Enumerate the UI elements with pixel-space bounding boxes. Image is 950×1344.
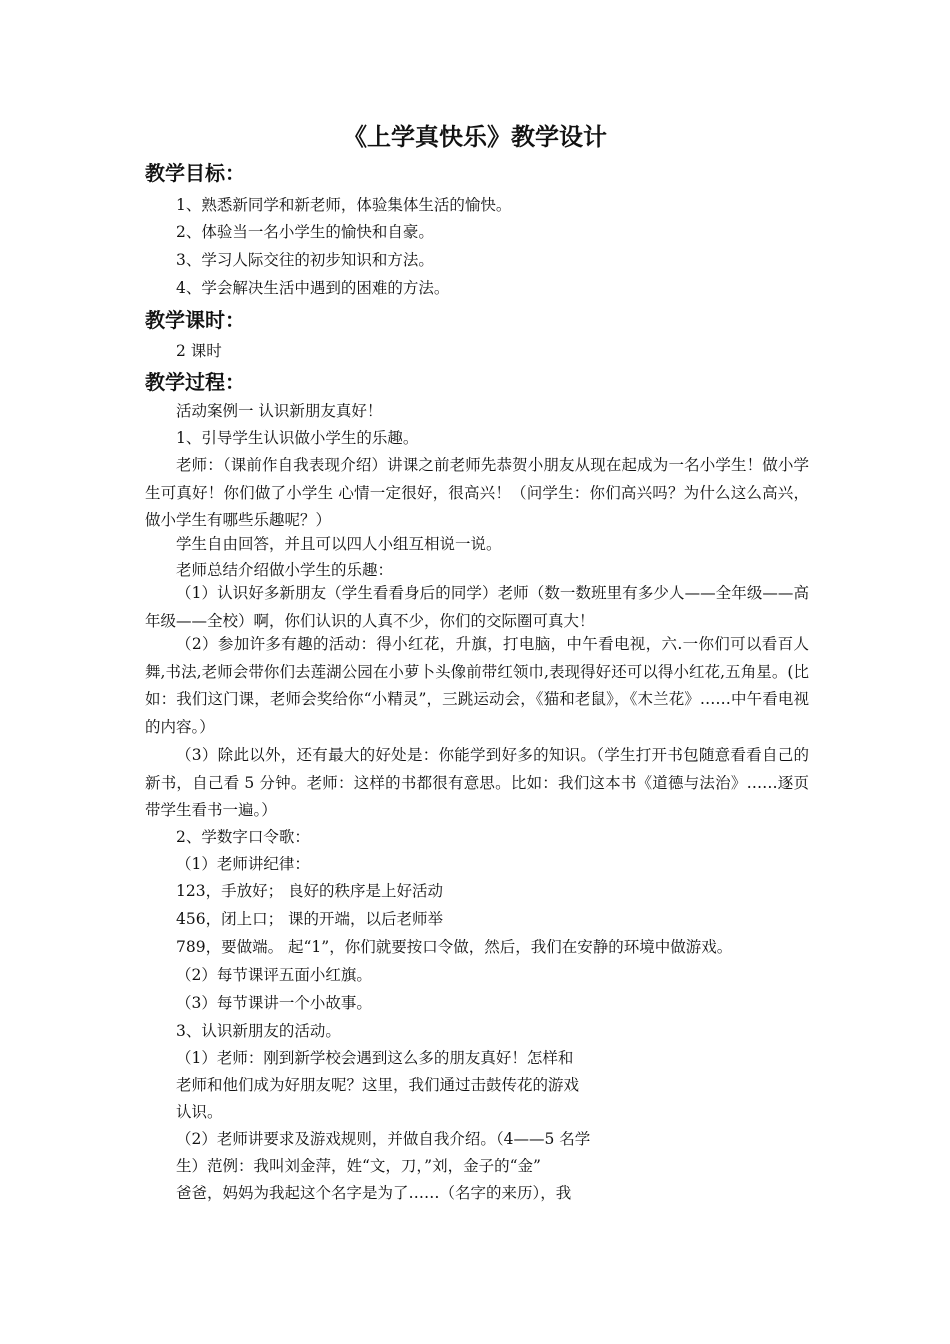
goal-item: 3、学习人际交往的初步知识和方法。 (176, 251, 434, 269)
goals-heading: 教学目标： (145, 161, 245, 185)
teacher-intro-paragraph: 老师：（课前作自我表现介绍）讲课之前老师先恭贺小朋友从现在起成为一名小学生！做小学生可真好！你们做了小学生 心情一定很好，很高兴！（问学生：你们高兴吗？为什么这么高兴，做小学生有哪些乐趣呢？） (145, 456, 809, 529)
rhyme-line: 123，手放好； 良好的秩序是上好活动 (176, 882, 444, 900)
activity-line: 爸爸，妈妈为我起这个名字是为了……（名字的来历），我 (176, 1184, 572, 1202)
sub-item: （3）每节课讲一个小故事。 (176, 994, 372, 1012)
fun-item-paragraph: （3）除此以外，还有最大的好处是：你能学到好多的知识。（学生打开书包随意看看自己的新书，自己看 5 分钟。老师：这样的书都很有意思。比如：我们这本书《道德与法治》……逐页带学生看书一遍。） (145, 746, 809, 819)
step-heading: 2、学数字口令歌： (176, 828, 310, 846)
document-title: 《上学真快乐》教学设计 (343, 123, 607, 151)
fun-item-paragraph: （1）认识好多新朋友（学生看看身后的同学）老师（数一数班里有多少人——全年级——高年级——全校）啊，你们认识的人真不少，你们的交际圈可真大！ (145, 584, 809, 630)
students-answer-paragraph: 学生自由回答，并且可以四人小组互相说一说。 (176, 535, 502, 553)
activity-title: 活动案例一 认识新朋友真好！ (176, 402, 383, 420)
rhyme-line: 789，要做端。 起“1”，你们就要按口令做，然后，我们在安静的环境中做游戏。 (176, 938, 733, 956)
activity-line: （2）老师讲要求及游戏规则，并做自我介绍。（4——5 名学 (176, 1130, 591, 1148)
activity-line: 生）范例：我叫刘金萍，姓“文，刀，”刘，金子的“金” (176, 1157, 541, 1175)
process-heading: 教学过程： (145, 370, 245, 394)
rhyme-line: 456，闭上口； 课的开端，以后老师举 (176, 910, 444, 928)
activity-line: 认识。 (176, 1103, 223, 1121)
hours-heading: 教学课时： (145, 308, 245, 332)
activity-line: （1）老师：刚到新学校会遇到这么多的朋友真好！怎样和 (176, 1049, 574, 1067)
step-heading: 3、认识新朋友的活动。 (176, 1022, 341, 1040)
hours-value: 2 课时 (176, 342, 222, 360)
teacher-summary-paragraph: 老师总结介绍做小学生的乐趣： (176, 561, 394, 579)
sub-item: （2）每节课评五面小红旗。 (176, 966, 372, 984)
goal-item: 4、学会解决生活中遇到的困难的方法。 (176, 279, 450, 297)
step-heading: 1、引导学生认识做小学生的乐趣。 (176, 429, 419, 447)
activity-line: 老师和他们成为好朋友呢？这里，我们通过击鼓传花的游戏 (176, 1076, 580, 1094)
fun-item-paragraph: （2）参加许多有趣的活动：得小红花，升旗，打电脑，中午看电视，六.一你们可以看百人舞,书法,老师会带你们去莲湖公园在小萝卜头像前带红领巾,表现得好还可以得小红花,五角星。(比如：我们这门课，老师会奖给你“小精灵”，三跳运动会，《猫和老鼠》，《木兰花》……中午看电视的内容。） (145, 635, 809, 736)
goal-item: 1、熟悉新同学和新老师，体验集体生活的愉快。 (176, 196, 512, 214)
sub-item: （1）老师讲纪律： (176, 855, 310, 873)
goal-item: 2、体验当一名小学生的愉快和自豪。 (176, 223, 434, 241)
